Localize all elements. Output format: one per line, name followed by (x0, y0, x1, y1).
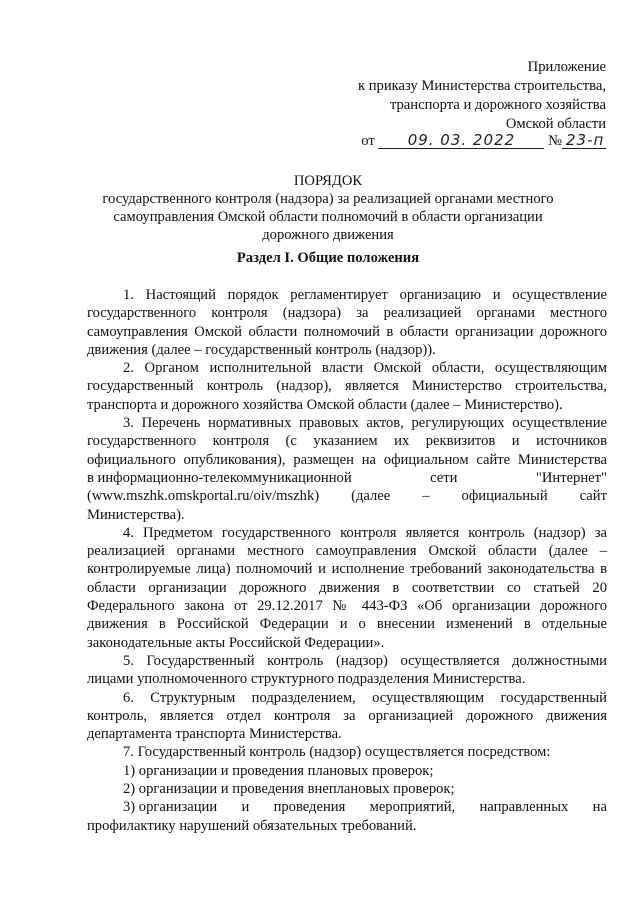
appendix-region-line: Омской области (505, 116, 606, 132)
p3-word: сети (430, 469, 458, 486)
section-title: Раздел I. Общие положения (236, 250, 420, 266)
p3-url: (www.mszhk.omskportal.ru/oiv/mszhk) (87, 488, 320, 505)
appendix-label: Приложение (527, 59, 606, 75)
title-line-3: дорожного движения (262, 227, 394, 243)
paragraph-3-line-a (87, 469, 607, 487)
appendix-ministry-line: транспорта и дорожного хозяйства (389, 97, 606, 113)
document-title (60, 172, 596, 244)
p7-word: проведения (273, 799, 346, 816)
p3-word: официальный (461, 488, 548, 505)
p3-word: в информационно-телекоммуникационной (87, 469, 352, 486)
paragraph-7-item-2: 2) организации и проведения внеплановых проверок; (123, 781, 455, 798)
date-prefix: от (361, 133, 375, 149)
paragraph-2: 2. Органом исполнительной власти Омской области, осуществляющим государственный контроль (надзор), является Министерство строительства, транспорта и дорожного хозяйства Омской области (далее – Министерство). (87, 360, 607, 413)
paragraph-3: 3. Перечень нормативных правовых актов, регулирующих осуществление государственного контроля (с указанием их реквизитов и источников официального опубликования), размещен на официальном сайте Министерства (87, 415, 607, 468)
p3-word: – (422, 488, 430, 505)
title-line-2: самоуправления Омской области полномочий в области организации (113, 209, 543, 225)
p7-word: на (592, 799, 607, 816)
paragraph-1: 1. Настоящий порядок регламентирует организацию и осуществление государственного контроля (надзора) за реализацией органами местного самоуправления Омской области полномочий в области организации дорожного движения (далее – государственный контроль (надзор)). (87, 287, 607, 358)
p3-word: сайт (579, 488, 607, 505)
paragraph-7: 7. Государственный контроль (надзор) осуществляется посредством: (123, 744, 551, 761)
appendix-header (306, 58, 606, 134)
p7-word: и (241, 799, 250, 816)
p7-word: мероприятий, (369, 799, 456, 816)
order-date-number (361, 132, 606, 150)
paragraph-3-end: Министерства). (87, 506, 185, 523)
appendix-order-line: к приказу Министерства строительства, (357, 78, 606, 94)
p7-word: направленных (479, 799, 569, 816)
paragraph-7-item-3-line (87, 798, 607, 816)
paragraph-4: 4. Предметом государственного контроля является контроль (надзор) за реализацией органами местного самоуправления Омской области (далее – контролируемые лица) полномочий и исполнение требований законодательства в области организации дорожного движения в соответствии со статьей 20 Федерального закона от 29.12.2017 № 443-ФЗ «Об организации дорожного движения в Российской Федерации и о внесении изменений в отдельные законодательные акты Российской Федерации». (87, 524, 607, 651)
document-body (87, 286, 607, 835)
paragraph-6: 6. Структурным подразделением, осуществляющим государственный контроль, является отдел контроля за организацией дорожного движения департамента транспорта Министерства. (87, 689, 607, 743)
paragraph-5: 5. Государственный контроль (надзор) осуществляется должностными лицами уполномоченного структурного подразделения Министерства. (87, 652, 607, 688)
p7-word: 3) организации (123, 799, 218, 816)
handwritten-date: 09. 03. 2022 (378, 132, 544, 149)
paragraph-3-line-b (87, 487, 607, 505)
paragraph-7-item-1: 1) организации и проведения плановых проверок; (123, 762, 434, 779)
title-line-1: государственного контроля (надзора) за реализацией органами местного (102, 191, 554, 207)
paragraph-7-item-3-end: профилактику нарушений обязательных требований. (87, 817, 417, 834)
p3-word: (далее (351, 488, 391, 505)
handwritten-number: 23-п (562, 132, 606, 149)
number-prefix: № (548, 133, 562, 149)
p3-word: "Интернет" (535, 469, 607, 486)
title-heading: ПОРЯДОК (293, 173, 363, 189)
